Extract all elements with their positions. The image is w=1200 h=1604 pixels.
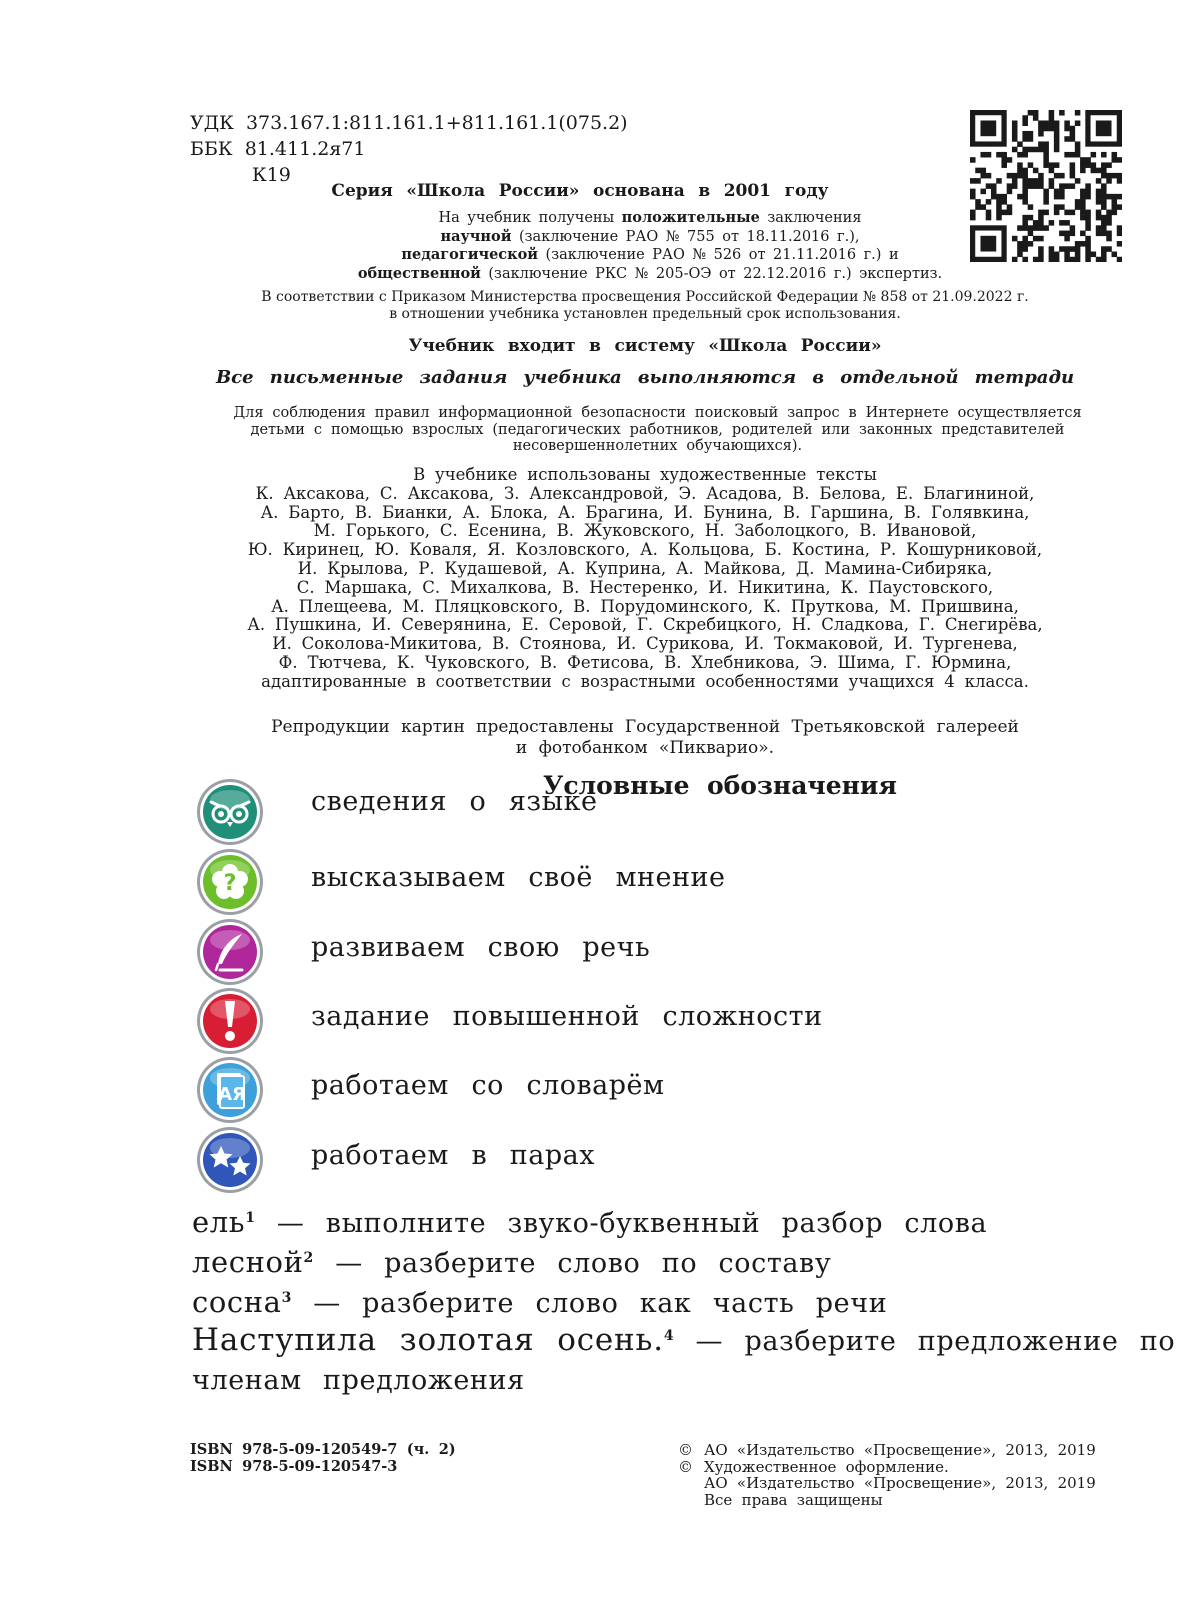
series-note: Серия «Школа России» основана в 2001 году: [331, 181, 829, 201]
internet-safety-note: [190, 405, 1125, 455]
parse-word: лесной: [192, 1245, 304, 1279]
authors-line: В учебнике использованы художественные тексты: [413, 465, 877, 484]
legend-item-language: [196, 778, 996, 848]
order-line: В соответствии с Приказом Министерства просвещения Российской Федерации № 858 от 21.09.2022 г.: [261, 289, 1029, 305]
order-line: в отношении учебника установлен предельный срок использования.: [389, 305, 901, 322]
safety-line: несовершеннолетних обучающихся).: [512, 438, 803, 454]
authors-list: [190, 466, 1100, 692]
safety-line: Для соблюдения правил информационной безопасности поисковый запрос в Интернете осуществляется: [233, 405, 1082, 421]
copyright-icon: ©: [678, 1441, 693, 1459]
parse-mark: 3: [281, 1290, 292, 1306]
authors-line: Ю. Киринец, Ю. Коваля, Я. Козловского, А. Кольцова, Б. Костина, Р. Кошурниковой,: [247, 540, 1043, 560]
isbn-block: [190, 1442, 456, 1475]
conclusions-text: (заключение РАО № 526 от 21.11.2016 г.) и: [538, 247, 899, 263]
parse-description: — разберите слово как часть речи: [291, 1288, 888, 1319]
legend-label: работаем со словарём: [311, 1070, 665, 1101]
parse-mark: 4: [663, 1328, 675, 1344]
copyright-line: АО «Издательство «Просвещение», 2013, 2019: [704, 1474, 1096, 1492]
legend-label: развиваем свою речь: [311, 932, 651, 963]
written-tasks-note: Все письменные задания учебника выполняются в отдельной тетради: [215, 367, 1075, 388]
authors-line: адаптированные в соответствии с возрастными особенностями учащихся 4 класса.: [261, 671, 1029, 691]
repro-line: Репродукции картин предоставлены Государственной Третьяковской галереей: [271, 717, 1019, 737]
system-note: Учебник входит в систему «Школа России»: [408, 336, 882, 356]
authors-line: И. Соколова-Микитова, В. Стоянова, И. Сурикова, И. Токмаковой, И. Тургенева,: [272, 634, 1018, 654]
expert-conclusions: [300, 209, 1000, 283]
exclamation-icon: [196, 987, 264, 1055]
copyright-icon: ©: [678, 1457, 693, 1476]
parse-word: Наступила золотая осень.: [192, 1322, 664, 1358]
parse-morphemic: [192, 1245, 831, 1279]
isbn-line: ISBN 978-5-09-120549-7 (ч. 2): [190, 1441, 456, 1458]
classification-block: [190, 110, 628, 188]
parse-phonetic: [192, 1205, 987, 1239]
parse-sentence-continued: членам предложения: [192, 1365, 525, 1396]
authors-line: К. Аксакова, С. Аксакова, З. Александровой, Э. Асадова, В. Белова, Е. Благининой,: [255, 483, 1035, 503]
authors-line: Ф. Тютчева, К. Чуковского, В. Фетисова, В. Хлебникова, Э. Шима, Г. Юрмина,: [278, 652, 1012, 672]
udk-code: УДК 373.167.1:811.161.1+811.161.1(075.2): [190, 112, 628, 134]
authors-line: И. Крылова, Р. Кудашевой, А. Куприна, А. Майкова, Д. Мамина-Сибиряка,: [297, 558, 993, 578]
parse-description: — разберите слово по составу: [313, 1248, 832, 1279]
svg-text:?: ?: [223, 871, 237, 896]
parse-description: — выполните звуко-буквенный разбор слова: [255, 1208, 988, 1239]
parse-part-of-speech: [192, 1285, 887, 1319]
parse-mark: 2: [303, 1250, 314, 1266]
authors-line: А. Плещеева, М. Пляцковского, В. Порудоминского, К. Пруткова, М. Пришвина,: [271, 596, 1019, 616]
legend-item-dictionary: [196, 1056, 996, 1126]
legend-item-difficulty: [196, 987, 996, 1057]
isbn-line: ISBN 978-5-09-120547-3: [190, 1457, 398, 1475]
legend-item-speech: [196, 918, 996, 988]
authors-line: А. Пушкина, И. Северянина, Е. Серовой, Г. Скребицкого, Н. Сладкова, Г. Снегирёва,: [247, 615, 1043, 635]
quill-icon: [196, 918, 264, 986]
conclusions-bold: положительные: [621, 209, 760, 226]
legend-title: Условные обозначения: [543, 771, 897, 800]
legend-label: сведения о языке: [311, 786, 598, 817]
conclusions-text: (заключение РАО № 755 от 18.11.2016 г.),: [511, 228, 860, 245]
authors-line: М. Горького, С. Есенина, В. Жуковского, Н. Заболоцкого, В. Ивановой,: [313, 521, 977, 541]
copyright-block: [678, 1442, 1096, 1508]
parse-description: — разберите предложение по: [674, 1326, 1176, 1357]
safety-line: детьми с помощью взрослых (педагогических работников, родителей или законных представителей: [250, 421, 1065, 438]
svg-text:AЯ: AЯ: [218, 1084, 246, 1105]
legend-item-pairs: [196, 1126, 996, 1196]
authors-line: С. Маршака, С. Михалкова, В. Нестеренко, И. Никитина, К. Паустовского,: [296, 577, 994, 597]
question-flower-icon: [196, 848, 264, 916]
copyright-line: Художественное оформление.: [704, 1457, 949, 1476]
conclusions-text: На учебник получены: [438, 210, 622, 226]
copyright-line: АО «Издательство «Просвещение», 2013, 2019: [704, 1441, 1096, 1459]
conclusions-bold: общественной: [357, 264, 481, 282]
author-mark: К19: [252, 164, 291, 186]
parse-mark: 1: [245, 1210, 256, 1226]
authors-line: А. Барто, В. Бианки, А. Блока, А. Брагина, И. Бунина, В. Гаршина, В. Голявкина,: [260, 502, 1030, 522]
legend-label: высказываем своё мнение: [311, 862, 726, 893]
repro-line: и фотобанком «Пикварио».: [515, 738, 775, 758]
reproductions-note: [190, 717, 1100, 759]
conclusions-text: (заключение РКС № 205-ОЭ от 22.12.2016 г.) экспертиз.: [480, 265, 943, 282]
conclusions-bold: научной: [440, 227, 512, 245]
parse-sentence: [192, 1322, 1175, 1358]
owl-icon: [196, 778, 264, 846]
legend-item-opinion: [196, 848, 996, 918]
legend-label: задание повышенной сложности: [311, 1001, 823, 1032]
dictionary-icon: [196, 1056, 264, 1124]
ministry-order-note: [190, 289, 1100, 322]
conclusions-text: заключения: [759, 210, 862, 226]
bbk-code: ББК 81.411.2я71: [190, 138, 366, 160]
parse-word: сосна: [192, 1285, 282, 1319]
copyright-line: Все права защищены: [704, 1490, 883, 1509]
parse-word: ель: [192, 1205, 246, 1239]
legend-label: работаем в парах: [311, 1140, 595, 1171]
conclusions-bold: педагогической: [401, 246, 539, 263]
stars-icon: [196, 1126, 264, 1194]
